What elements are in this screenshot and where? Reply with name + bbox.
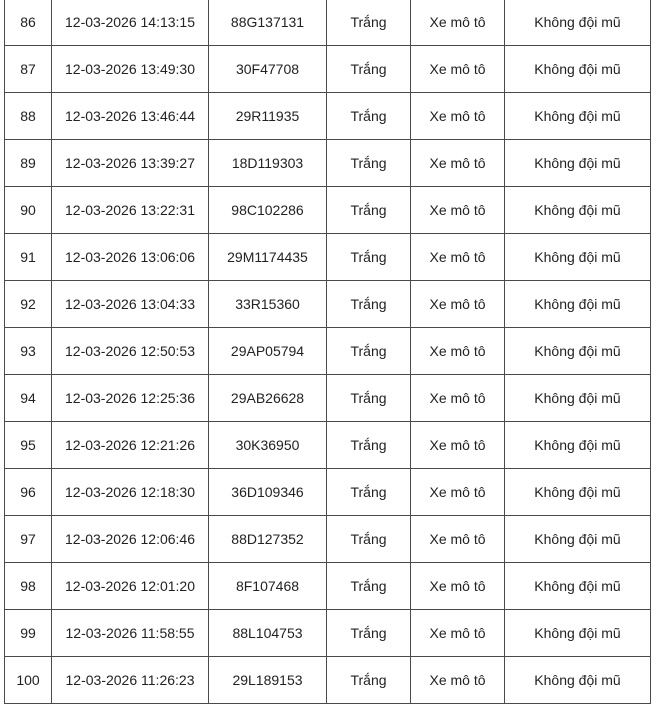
- timestamp-cell: 12-03-2026 13:06:06: [52, 234, 209, 281]
- row-number-cell: 89: [5, 140, 52, 187]
- plate-color-cell: Trắng: [327, 563, 411, 610]
- table-row: [5, 657, 651, 704]
- vehicle-type-cell: Xe mô tô: [411, 93, 505, 140]
- table-row: [5, 563, 651, 610]
- timestamp-cell: 12-03-2026 14:13:15: [52, 0, 209, 46]
- license-plate-cell: 29R11935: [209, 93, 327, 140]
- vehicle-type-cell: Xe mô tô: [411, 0, 505, 46]
- plate-color-cell: Trắng: [327, 610, 411, 657]
- violation-cell: Không đội mũ: [505, 375, 651, 422]
- license-plate-cell: 29M1174435: [209, 234, 327, 281]
- plate-color-cell: Trắng: [327, 0, 411, 46]
- license-plate-cell: 30F47708: [209, 46, 327, 93]
- plate-color-cell: Trắng: [327, 93, 411, 140]
- timestamp-cell: 12-03-2026 13:39:27: [52, 140, 209, 187]
- timestamp-cell: 12-03-2026 11:26:23: [52, 657, 209, 704]
- row-number-cell: 100: [5, 657, 52, 704]
- row-number-cell: 88: [5, 93, 52, 140]
- plate-color-cell: Trắng: [327, 516, 411, 563]
- vehicle-type-cell: Xe mô tô: [411, 281, 505, 328]
- timestamp-cell: 12-03-2026 13:22:31: [52, 187, 209, 234]
- row-number-cell: 99: [5, 610, 52, 657]
- vehicle-type-cell: Xe mô tô: [411, 610, 505, 657]
- table-row: [5, 46, 651, 93]
- violation-cell: Không đội mũ: [505, 46, 651, 93]
- violation-cell: Không đội mũ: [505, 563, 651, 610]
- table-row: [5, 516, 651, 563]
- table-row: [5, 281, 651, 328]
- table-row: [5, 610, 651, 657]
- row-number-cell: 90: [5, 187, 52, 234]
- vehicle-type-cell: Xe mô tô: [411, 140, 505, 187]
- violation-cell: Không đội mũ: [505, 234, 651, 281]
- table-row: [5, 140, 651, 187]
- violation-cell: Không đội mũ: [505, 657, 651, 704]
- license-plate-cell: 29AP05794: [209, 328, 327, 375]
- row-number-cell: 86: [5, 0, 52, 46]
- table-row: [5, 187, 651, 234]
- vehicle-type-cell: Xe mô tô: [411, 422, 505, 469]
- vehicle-type-cell: Xe mô tô: [411, 469, 505, 516]
- table-row: [5, 93, 651, 140]
- row-number-cell: 97: [5, 516, 52, 563]
- license-plate-cell: 30K36950: [209, 422, 327, 469]
- row-number-cell: 98: [5, 563, 52, 610]
- row-number-cell: 92: [5, 281, 52, 328]
- row-number-cell: 93: [5, 328, 52, 375]
- table-row: [5, 375, 651, 422]
- timestamp-cell: 12-03-2026 13:46:44: [52, 93, 209, 140]
- vehicle-type-cell: Xe mô tô: [411, 46, 505, 93]
- license-plate-cell: 33R15360: [209, 281, 327, 328]
- license-plate-cell: 29AB26628: [209, 375, 327, 422]
- violation-cell: Không đội mũ: [505, 0, 651, 46]
- violation-cell: Không đội mũ: [505, 516, 651, 563]
- license-plate-cell: 18D119303: [209, 140, 327, 187]
- plate-color-cell: Trắng: [327, 187, 411, 234]
- table-row: [5, 469, 651, 516]
- violations-table-body: [5, 0, 651, 704]
- license-plate-cell: 88G137131: [209, 0, 327, 46]
- row-number-cell: 91: [5, 234, 52, 281]
- license-plate-cell: 98C102286: [209, 187, 327, 234]
- vehicle-type-cell: Xe mô tô: [411, 234, 505, 281]
- table-row: [5, 422, 651, 469]
- vehicle-type-cell: Xe mô tô: [411, 563, 505, 610]
- vehicle-type-cell: Xe mô tô: [411, 375, 505, 422]
- row-number-cell: 96: [5, 469, 52, 516]
- violation-cell: Không đội mũ: [505, 93, 651, 140]
- plate-color-cell: Trắng: [327, 140, 411, 187]
- license-plate-cell: 29L189153: [209, 657, 327, 704]
- vehicle-type-cell: Xe mô tô: [411, 657, 505, 704]
- row-number-cell: 95: [5, 422, 52, 469]
- plate-color-cell: Trắng: [327, 375, 411, 422]
- timestamp-cell: 12-03-2026 12:50:53: [52, 328, 209, 375]
- license-plate-cell: 88L104753: [209, 610, 327, 657]
- timestamp-cell: 12-03-2026 13:49:30: [52, 46, 209, 93]
- table-row: [5, 328, 651, 375]
- plate-color-cell: Trắng: [327, 328, 411, 375]
- violation-cell: Không đội mũ: [505, 469, 651, 516]
- plate-color-cell: Trắng: [327, 234, 411, 281]
- timestamp-cell: 12-03-2026 12:18:30: [52, 469, 209, 516]
- license-plate-cell: 36D109346: [209, 469, 327, 516]
- plate-color-cell: Trắng: [327, 422, 411, 469]
- plate-color-cell: Trắng: [327, 657, 411, 704]
- row-number-cell: 87: [5, 46, 52, 93]
- timestamp-cell: 12-03-2026 12:25:36: [52, 375, 209, 422]
- violation-cell: Không đội mũ: [505, 187, 651, 234]
- table-row: [5, 234, 651, 281]
- table-row: [5, 0, 651, 46]
- timestamp-cell: 12-03-2026 11:58:55: [52, 610, 209, 657]
- plate-color-cell: Trắng: [327, 281, 411, 328]
- timestamp-cell: 12-03-2026 12:06:46: [52, 516, 209, 563]
- vehicle-type-cell: Xe mô tô: [411, 328, 505, 375]
- violation-cell: Không đội mũ: [505, 328, 651, 375]
- timestamp-cell: 12-03-2026 12:01:20: [52, 563, 209, 610]
- violation-cell: Không đội mũ: [505, 281, 651, 328]
- license-plate-cell: 88D127352: [209, 516, 327, 563]
- vehicle-type-cell: Xe mô tô: [411, 187, 505, 234]
- timestamp-cell: 12-03-2026 12:21:26: [52, 422, 209, 469]
- violation-cell: Không đội mũ: [505, 610, 651, 657]
- vehicle-type-cell: Xe mô tô: [411, 516, 505, 563]
- violations-table: [4, 0, 651, 704]
- plate-color-cell: Trắng: [327, 469, 411, 516]
- plate-color-cell: Trắng: [327, 46, 411, 93]
- violation-cell: Không đội mũ: [505, 422, 651, 469]
- violation-cell: Không đội mũ: [505, 140, 651, 187]
- row-number-cell: 94: [5, 375, 52, 422]
- license-plate-cell: 8F107468: [209, 563, 327, 610]
- timestamp-cell: 12-03-2026 13:04:33: [52, 281, 209, 328]
